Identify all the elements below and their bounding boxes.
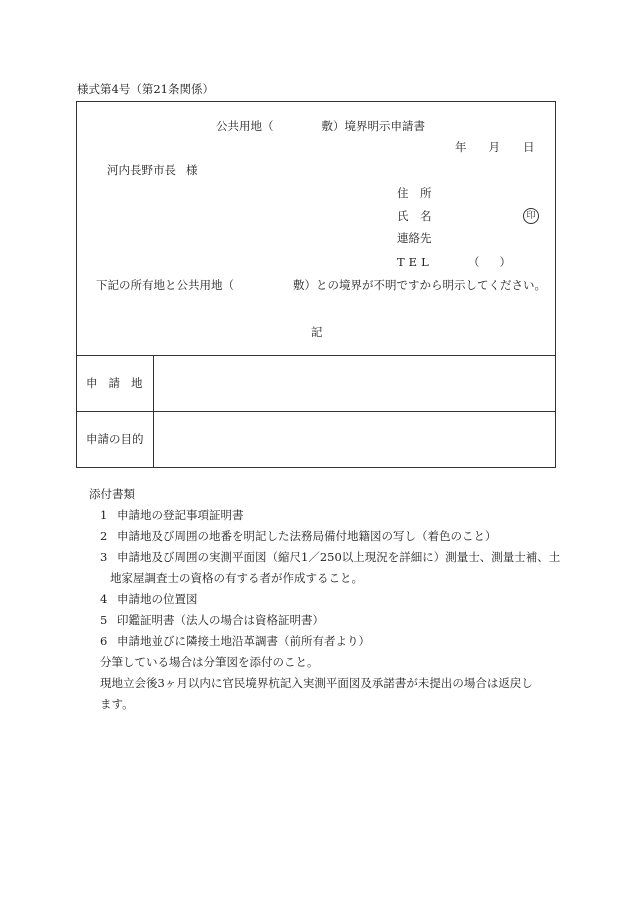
table-column-divider	[153, 355, 154, 467]
addressee	[107, 165, 198, 177]
attachment-item-number: 6	[100, 634, 108, 648]
tel-close-paren: ）	[499, 255, 511, 269]
attachment-item-text: 申請地の登記事項証明書	[117, 508, 244, 522]
applicant-name-label: 氏 名	[397, 209, 432, 223]
attachment-item-text: 申請地及び周囲の地番を明記した法務局備付地籍図の写し（着色のこと）	[117, 529, 497, 543]
attachments-heading: 添付書類	[89, 487, 135, 501]
attachment-item	[100, 594, 198, 606]
attachment-item-text: 申請地及び周囲の実測平面図（縮尺1／250以上現況を詳細に）測量士、測量士補、土	[117, 550, 561, 564]
attachment-item-number: 5	[100, 613, 108, 627]
form-title-prefix: 公共用地（	[216, 119, 274, 133]
attachment-note-return: 現地立会後3ヶ月以内に官民境界杭記入実測平面図及承諾書が未提出の場合は返戻し	[100, 676, 533, 690]
attachment-item	[100, 552, 560, 564]
attachment-item-text: 地家屋調査士の資格の有する者が作成すること。	[110, 571, 363, 585]
request-prefix: 下記の所有地と公共用地（	[96, 278, 234, 292]
applicant-contact-label: 連絡先	[397, 231, 432, 245]
attachment-item-text: 申請地並びに隣接土地沿革調書（前所有者より）	[117, 634, 370, 648]
attachment-item-continuation	[110, 573, 363, 585]
request-suffix: 敷）との境界が不明ですから明示してください。	[293, 278, 546, 292]
addressee-honorific: 様	[186, 163, 198, 177]
date-year-label: 年	[455, 140, 467, 154]
attachment-item	[100, 510, 244, 522]
date-month-label: 月	[488, 140, 500, 154]
form-number: 様式第4号（第21条関係）	[77, 82, 214, 96]
table-divider-top	[77, 355, 555, 356]
location-label: 申請地	[86, 376, 154, 390]
application-form-box	[76, 101, 556, 468]
attachment-item	[100, 636, 370, 648]
tel-area-code-parens	[468, 257, 511, 269]
addressee-name: 河内長野市長	[107, 163, 176, 177]
purpose-label: 申請の目的	[86, 432, 144, 446]
applicant-tel-label: TEL	[397, 255, 433, 269]
ki-heading: 記	[311, 325, 323, 339]
attachment-note-return-continued: ます。	[100, 697, 134, 711]
request-statement	[96, 280, 546, 292]
table-divider-middle	[77, 411, 555, 412]
attachment-note-subdivision: 分筆している場合は分筆図を添付のこと。	[100, 655, 319, 669]
attachment-item-text: 申請地の位置図	[117, 592, 198, 606]
attachment-item	[100, 531, 497, 543]
attachment-item-number: 3	[100, 550, 108, 564]
attachment-item-number: 4	[100, 592, 108, 606]
attachment-item-number: 2	[100, 529, 108, 543]
attachment-item-number: 1	[100, 508, 108, 522]
seal-icon: 印	[523, 208, 539, 224]
date-day-label: 日	[523, 140, 535, 154]
form-title-suffix: 敷）境界明示申請書	[321, 119, 425, 133]
tel-open-paren: （	[468, 255, 480, 269]
date-line	[455, 142, 535, 154]
form-title	[216, 121, 425, 133]
attachment-item	[100, 615, 324, 627]
attachment-item-text: 印鑑証明書（法人の場合は資格証明書）	[117, 613, 324, 627]
applicant-address-label: 住 所	[397, 186, 432, 200]
